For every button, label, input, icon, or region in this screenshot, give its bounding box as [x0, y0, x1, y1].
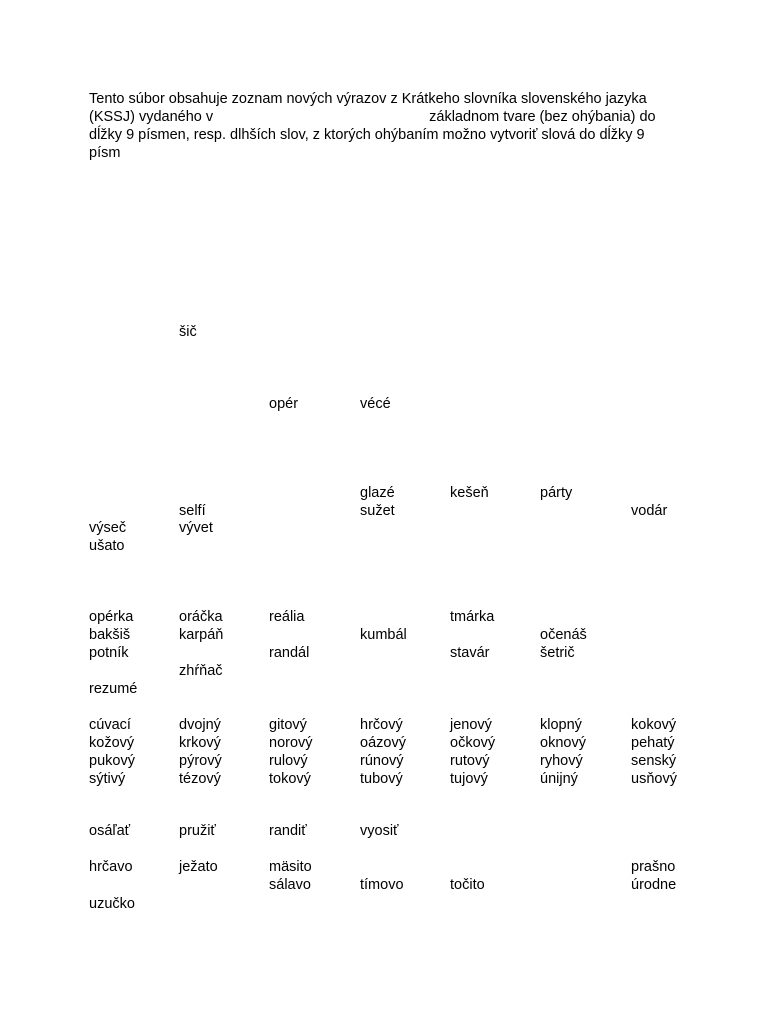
word-timovo: tímovo — [360, 877, 404, 893]
word-vyver: vývet — [179, 520, 213, 536]
word-salavo: sálavo — [269, 877, 311, 893]
word-pehaty: pehatý — [631, 735, 675, 751]
word-masito: mäsito — [269, 859, 312, 875]
word-rulovy: rulový — [269, 753, 308, 769]
word-randit: randiť — [269, 823, 307, 839]
word-selfi: selfí — [179, 503, 206, 519]
word-ocenas: očenáš — [540, 627, 587, 643]
word-stavar: stavár — [450, 645, 490, 661]
word-rutovy: rutový — [450, 753, 490, 769]
word-karpan: karpáň — [179, 627, 224, 643]
word-usnovy: usňový — [631, 771, 677, 787]
word-suzet: sužet — [360, 503, 395, 519]
word-pruzit: pružiť — [179, 823, 216, 839]
word-runovy: rúnový — [360, 753, 404, 769]
word-party: párty — [540, 485, 573, 501]
word-zhrnac: zhŕňač — [179, 663, 223, 679]
word-pukovy: pukový — [89, 753, 135, 769]
word-oper: opér — [269, 396, 299, 412]
word-jenovy: jenový — [450, 717, 492, 733]
word-dvojny: dvojný — [179, 717, 221, 733]
word-potnik: potník — [89, 645, 129, 661]
word-norovy: norový — [269, 735, 313, 751]
word-tubovy: tubový — [360, 771, 403, 787]
intro-line-3: dĺžky 9 písmen, resp. dlhších slov, z ktorých ohýbaním možno vytvoriť slová do dĺžky 9 — [89, 127, 645, 143]
word-vece: vécé — [360, 396, 391, 412]
word-setric: šetrič — [540, 645, 575, 661]
word-ockovy: očkový — [450, 735, 496, 751]
intro-line-4: písm — [89, 145, 121, 161]
word-glaze: glazé — [360, 485, 395, 501]
word-oracka: oráčka — [179, 609, 223, 625]
word-hrcovy: hrčový — [360, 717, 403, 733]
word-oknovy: oknový — [540, 735, 586, 751]
word-oazovy: oázový — [360, 735, 406, 751]
intro-line-2 — [89, 108, 679, 126]
word-osalat: osáľať — [89, 823, 131, 839]
word-cuvaci: cúvací — [89, 717, 131, 733]
intro-line-2-end: základnom tvare (bez ohýbania) do — [429, 109, 656, 125]
word-operka: opérka — [89, 609, 134, 625]
word-tmarka: tmárka — [450, 609, 495, 625]
word-klopny: klopný — [540, 717, 582, 733]
word-jezato: ježato — [179, 859, 218, 875]
word-tokovy: tokový — [269, 771, 311, 787]
word-kesen: kešeň — [450, 485, 489, 501]
word-usato: ušato — [89, 538, 125, 554]
word-pyrovy: pýrový — [179, 753, 222, 769]
word-baksis: bakšiš — [89, 627, 131, 643]
word-tujovy: tujový — [450, 771, 488, 787]
word-randal: randál — [269, 645, 310, 661]
word-kozovy: kožový — [89, 735, 135, 751]
word-sensky: senský — [631, 753, 677, 769]
word-unijny: únijný — [540, 771, 578, 787]
word-sytivy: sýtivý — [89, 771, 126, 787]
word-tezovy: tézový — [179, 771, 221, 787]
word-prasno: prašno — [631, 859, 676, 875]
word-vodar: vodár — [631, 503, 668, 519]
word-gitovy: gitový — [269, 717, 307, 733]
word-urodne: úrodne — [631, 877, 677, 893]
word-ryhovy: ryhový — [540, 753, 583, 769]
word-krkovy: krkový — [179, 735, 221, 751]
word-hrcavo: hrčavo — [89, 859, 133, 875]
intro-paragraph — [89, 90, 679, 162]
word-sic: šič — [179, 324, 197, 340]
word-uzucko: uzučko — [89, 896, 135, 912]
intro-line-2-start: (KSSJ) vydaného v — [89, 109, 214, 125]
word-kumbal: kumbál — [360, 627, 407, 643]
word-vysec: výseč — [89, 520, 127, 536]
word-kokovy: kokový — [631, 717, 677, 733]
word-tocito: točito — [450, 877, 485, 893]
word-realia: reália — [269, 609, 305, 625]
word-vyosit: vyosiť — [360, 823, 399, 839]
word-rezume: rezumé — [89, 681, 138, 697]
intro-line-1: Tento súbor obsahuje zoznam nových výrazov z Krátkeho slovníka slovenského jazyka — [89, 91, 647, 107]
